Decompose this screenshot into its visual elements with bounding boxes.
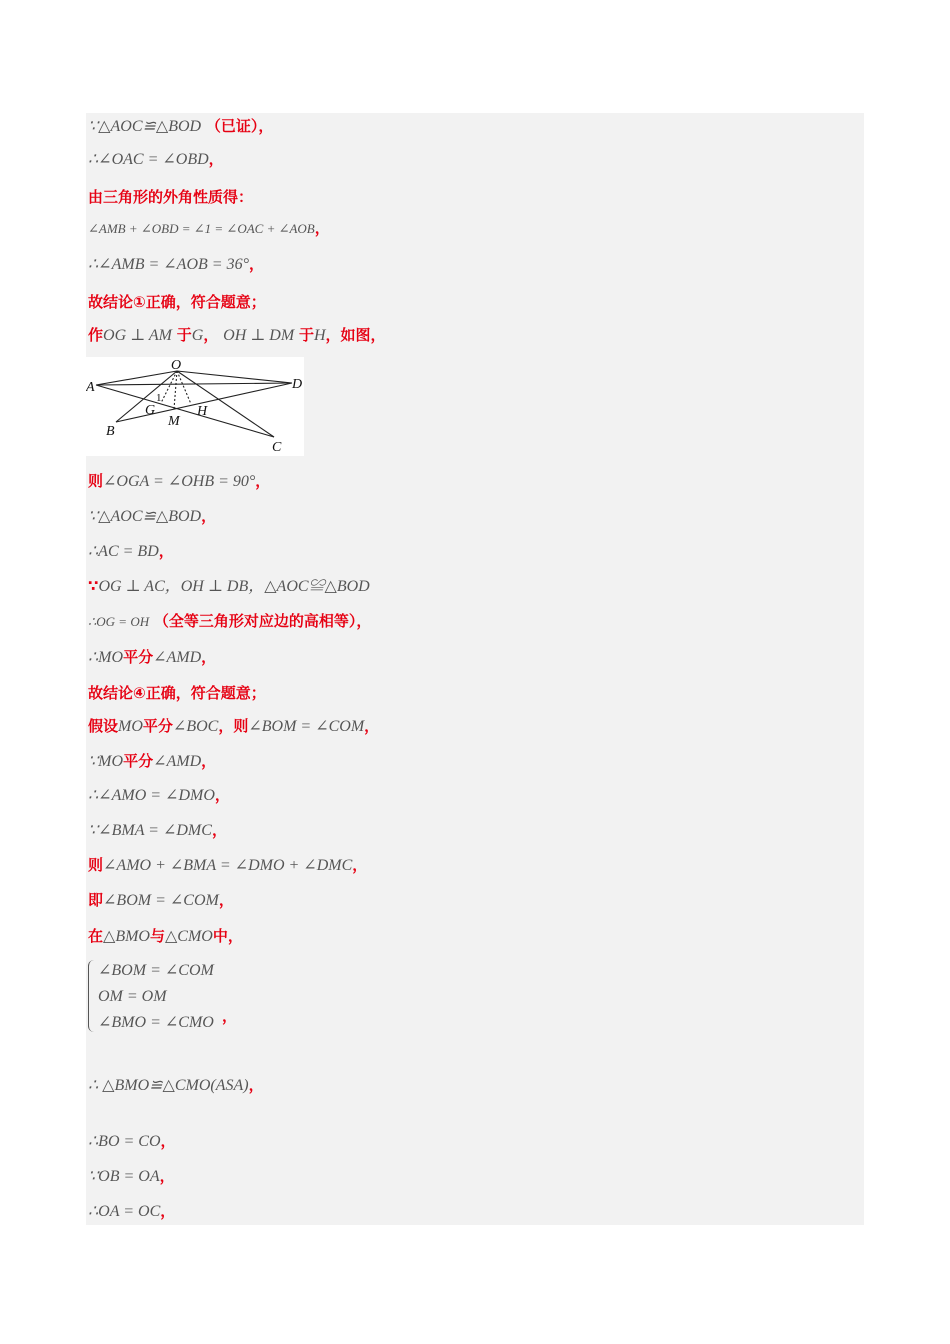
construction-line: 作OG ⊥ AM 于G， OH ⊥ DM 于H，如图，: [88, 326, 386, 344]
proof-line: ∵△AOC≌△BOD （已证），: [88, 117, 274, 135]
point-label: H: [197, 404, 208, 419]
point-label: C: [272, 440, 282, 455]
point-label: M: [168, 414, 180, 429]
point-label: O: [171, 358, 182, 373]
point-label: A: [86, 380, 95, 395]
proof-line: ∵OB = OA，: [88, 1167, 175, 1185]
proof-line: 则∠AMO + ∠BMA = ∠DMO + ∠DMC，: [88, 856, 368, 874]
proof-line: ∴MO平分∠AMD，: [88, 648, 217, 666]
proof-line: 在△BMO与△CMO中，: [88, 927, 243, 945]
proof-line: ∵△AOC≌△BOD，: [88, 507, 217, 525]
proof-line: ∴∠AMB = ∠AOB = 36°，: [88, 255, 264, 273]
proof-line: ∴OG = OH （全等三角形对应边的高相等），: [88, 612, 372, 630]
system-brace: [88, 960, 97, 1032]
proof-line: ∵OG ⊥ AC，OH ⊥ DB，△AOC≌△BOD: [88, 577, 370, 595]
proof-line: ∵MO平分∠AMD，: [88, 752, 217, 770]
point-label: B: [106, 424, 115, 439]
proof-line: ∴OA = OC，: [88, 1202, 176, 1220]
proof-line: 故结论①正确，符合题意；: [88, 293, 266, 311]
system-equation: OM = OM: [98, 988, 167, 1005]
geometry-diagram: [86, 357, 304, 456]
geometry-figure: [86, 357, 304, 456]
proof-line: ∴∠OAC = ∠OBD，: [88, 150, 224, 168]
system-equation: ∠BOM = ∠COM: [98, 962, 214, 979]
proof-line: ∵∠BMA = ∠DMC，: [88, 821, 227, 839]
system-equation: ∠BMO = ∠CMO: [98, 1014, 214, 1031]
proof-line: 由三角形的外角性质得：: [88, 188, 254, 206]
system-end: ，: [222, 1007, 238, 1025]
proof-line: ∴∠AMO = ∠DMO，: [88, 786, 230, 804]
proof-line: 故结论④正确，符合题意；: [88, 684, 266, 702]
proof-line: 假设MO平分∠BOC，则∠BOM = ∠COM，: [88, 717, 380, 735]
proof-line: 即∠BOM = ∠COM，: [88, 891, 234, 909]
point-label: G: [145, 403, 156, 418]
proof-line: 则∠OGA = ∠OHB = 90°，: [88, 472, 271, 490]
proof-line: ∴AC = BD，: [88, 542, 174, 560]
proof-line: ∠AMB + ∠OBD = ∠1 = ∠OAC + ∠AOB，: [88, 219, 330, 237]
proof-line: ∴BO = CO，: [88, 1132, 176, 1150]
congruence-line: ∴ △BMO≌△CMO(ASA)，: [88, 1076, 264, 1094]
angle-label: 1: [156, 392, 162, 404]
point-label: D: [292, 377, 303, 392]
